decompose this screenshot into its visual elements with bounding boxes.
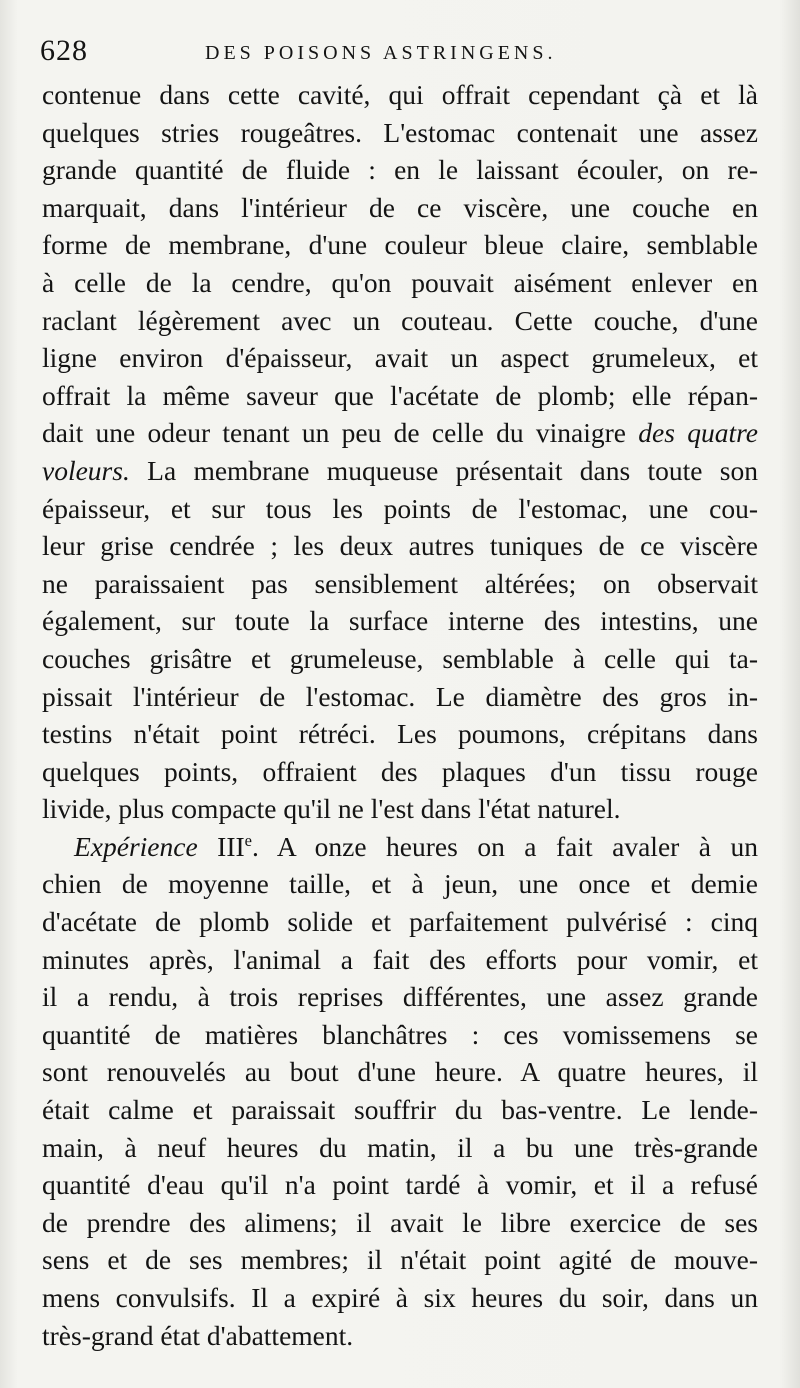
text-line: sont renouvelés au bout d'une heure. A quatre heures, il bbox=[42, 1056, 758, 1088]
text-line: épaisseur, et sur tous les points de l'estomac, une cou- bbox=[42, 492, 758, 524]
text-line: quelques points, offraient des plaques d'un tissu rouge bbox=[42, 755, 758, 787]
page-number: 628 bbox=[40, 34, 88, 67]
text-line: livide, plus compacte qu'il ne l'est dans l'état naturel. bbox=[42, 793, 621, 825]
page-header bbox=[40, 34, 760, 74]
text-line: mens convulsifs. Il a expiré à six heures du soir, dans un bbox=[42, 1282, 758, 1313]
text-line: quantité de matières blanchâtres : ces vomissemens se bbox=[42, 1018, 758, 1050]
text-line: couches grisâtre et grumeleuse, semblable à celle qui ta- bbox=[42, 642, 758, 674]
italic-title: voleurs. bbox=[42, 454, 130, 486]
ordinal-superscript: e bbox=[244, 830, 252, 850]
text-line: à celle de la cendre, qu'on pouvait aisément enlever en bbox=[42, 266, 758, 298]
text-line: ne paraissaient pas sensiblement altérées; on observait bbox=[42, 567, 758, 599]
text-line: leur grise cendrée ; les deux autres tuniques de ce viscère bbox=[42, 530, 758, 562]
text-line: ligne environ d'épaisseur, avait un aspect grumeleux, et bbox=[42, 342, 758, 374]
text-run: La membrane muqueuse présentait dans toute son bbox=[129, 454, 758, 486]
text-line: pissait l'intérieur de l'estomac. Le diamètre des gros in- bbox=[42, 680, 758, 712]
text-line bbox=[42, 828, 758, 866]
experience-number: III bbox=[197, 830, 245, 862]
text-line: très-grand état d'abattement. bbox=[42, 1319, 354, 1351]
text-line: offrait la même saveur que l'acétate de plomb; elle répan- bbox=[42, 379, 758, 411]
text-line: chien de moyenne taille, et à jeun, une once et demie bbox=[42, 868, 758, 900]
text-line: forme de membrane, d'une couleur bleue claire, semblable bbox=[42, 229, 758, 261]
text-line: il a rendu, à trois reprises différentes, une assez grande bbox=[42, 981, 758, 1013]
text-run: . A onze heures on a fait avaler à un bbox=[251, 830, 758, 862]
text-line bbox=[42, 452, 758, 490]
experience-heading: Expérience bbox=[74, 830, 198, 862]
text-line: d'acétate de plomb solide et parfaitement pulvérisé : cinq bbox=[42, 906, 758, 938]
text-line: contenue dans cette cavité, qui offrait cependant çà et là bbox=[42, 79, 758, 110]
text-line: sens et de ses membres; il n'était point agité de mouve- bbox=[42, 1244, 758, 1276]
text-line: également, sur toute la surface interne des intestins, une bbox=[42, 605, 758, 637]
text-line: main, à neuf heures du matin, il a bu une très-grande bbox=[42, 1131, 758, 1163]
running-title: DES POISONS ASTRINGENS. bbox=[205, 42, 557, 64]
text-line: quelques stries rougeâtres. L'estomac contenait une assez bbox=[42, 116, 758, 148]
text-line: testins n'était point rétréci. Les poumons, crépitans dans bbox=[42, 718, 758, 750]
text-line: était calme et paraissait souffrir du bas-ventre. Le lende- bbox=[42, 1094, 758, 1126]
italic-title: des quatre bbox=[638, 417, 758, 449]
text-line: grande quantité de fluide : en le laissant écouler, on re- bbox=[42, 154, 758, 186]
text-line: marquait, dans l'intérieur de ce viscère, une couche en bbox=[42, 191, 758, 223]
text-line: quantité d'eau qu'il n'a point tardé à vomir, et il a refusé bbox=[42, 1169, 758, 1201]
text-run: dait une odeur tenant un peu de celle du vinaigre bbox=[42, 417, 639, 449]
text-line bbox=[42, 414, 758, 452]
text-line: minutes après, l'animal a fait des efforts pour vomir, et bbox=[42, 943, 758, 975]
text-line: raclant légèrement avec un couteau. Cette couche, d'une bbox=[42, 304, 758, 336]
text-line: de prendre des alimens; il avait le libre exercice de ses bbox=[42, 1206, 758, 1238]
body-text bbox=[42, 76, 758, 1354]
